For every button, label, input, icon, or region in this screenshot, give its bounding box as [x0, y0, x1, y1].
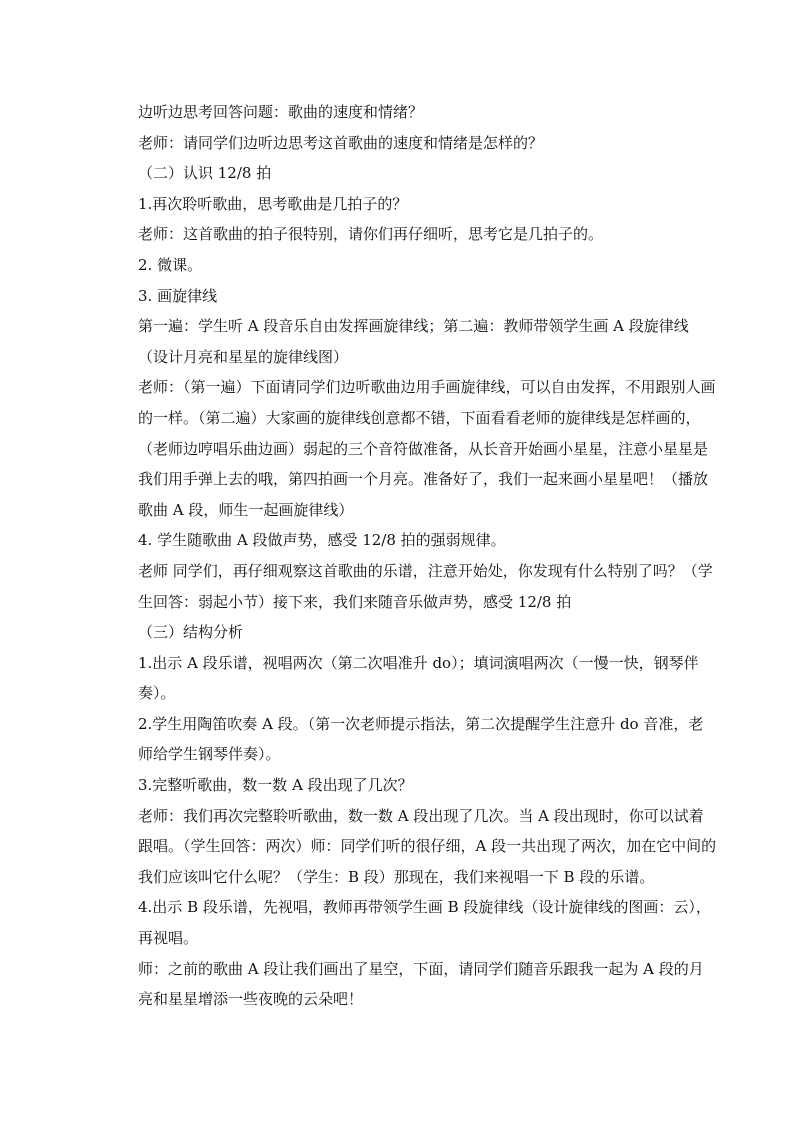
section-heading: （三）结构分析	[138, 623, 244, 642]
section-heading: （二）认识 12/8 拍	[138, 164, 272, 183]
paragraph: 老师：我们再次完整聆听歌曲，数一数 A 段出现了几次。当 A 段出现时，你可以试着跟唱。（学生回答：两次）师：同学们听的很仔细，A 段一共出现了两次，加在它中间的我们应该叫它什么呢？（学生：B 段）那现在，我们来视唱一下 B 段的乐谱。	[138, 806, 717, 886]
paragraph: 1.再次聆听歌曲，思考歌曲是几拍子的？	[138, 194, 408, 213]
paragraph: 1.出示 A 段乐谱，视唱两次（第二次唱准升 do）；填词演唱两次（一慢一快，钢琴伴奏）。	[138, 653, 699, 703]
paragraph: 师：之前的歌曲 A 段让我们画出了星空，下面，请同学们随音乐跟我一起为 A 段的月亮和星星增添一些夜晚的云朵吧！	[138, 959, 704, 1009]
paragraph: 3. 画旋律线	[138, 286, 218, 305]
paragraph: 老师：请同学们边听边思考这首歌曲的速度和情绪是怎样的？	[138, 133, 544, 152]
paragraph: 边听边思考回答问题：歌曲的速度和情绪？	[138, 103, 424, 121]
paragraph: 4. 学生随歌曲 A 段做声势，感受 12/8 拍的强弱规律。	[138, 531, 506, 550]
lesson-text	[118, 97, 718, 1015]
paragraph: 3.完整听歌曲，数一数 A 段出现了几次？	[138, 776, 413, 795]
paragraph: 第一遍：学生听 A 段音乐自由发挥画旋律线；第二遍：教师带领学生画 A 段旋律线（设计月亮和星星的旋律线图）	[138, 317, 689, 366]
paragraph: 老师：这首歌曲的拍子很特别，请你们再仔细听，思考它是几拍子的。	[138, 225, 604, 244]
paragraph: 2. 微课。	[138, 255, 203, 274]
paragraph: 4.出示 B 段乐谱，先视唱，教师再带领学生画 B 段旋律线（设计旋律线的图画：云），再视唱。	[138, 898, 711, 948]
paragraph: 老师 同学们，再仔细观察这首歌曲的乐谱，注意开始处，你发现有什么特别了吗？（学生回答：弱起小节）接下来，我们来随音乐做声势，感受 12/8 拍	[138, 561, 713, 611]
paragraph: 老师：（第一遍）下面请同学们边听歌曲边用手画旋律线，可以自由发挥，不用跟别人画的一样。（第二遍）大家画的旋律线创意都不错，下面看看老师的旋律线是怎样画的，（老师边哼唱乐曲边画）弱起的三个音符做准备，从长音开始画小星星，注意小星星是我们用手弹上去的哦，第四拍画一个月亮。准备好了，我们一起来画小星星吧！（播放歌曲 A 段，师生一起画旋律线）	[138, 378, 716, 519]
paragraph: 2.学生用陶笛吹奏 A 段。（第一次老师提示指法，第二次提醒学生注意升 do 音准，老师给学生钢琴伴奏）。	[138, 714, 704, 764]
